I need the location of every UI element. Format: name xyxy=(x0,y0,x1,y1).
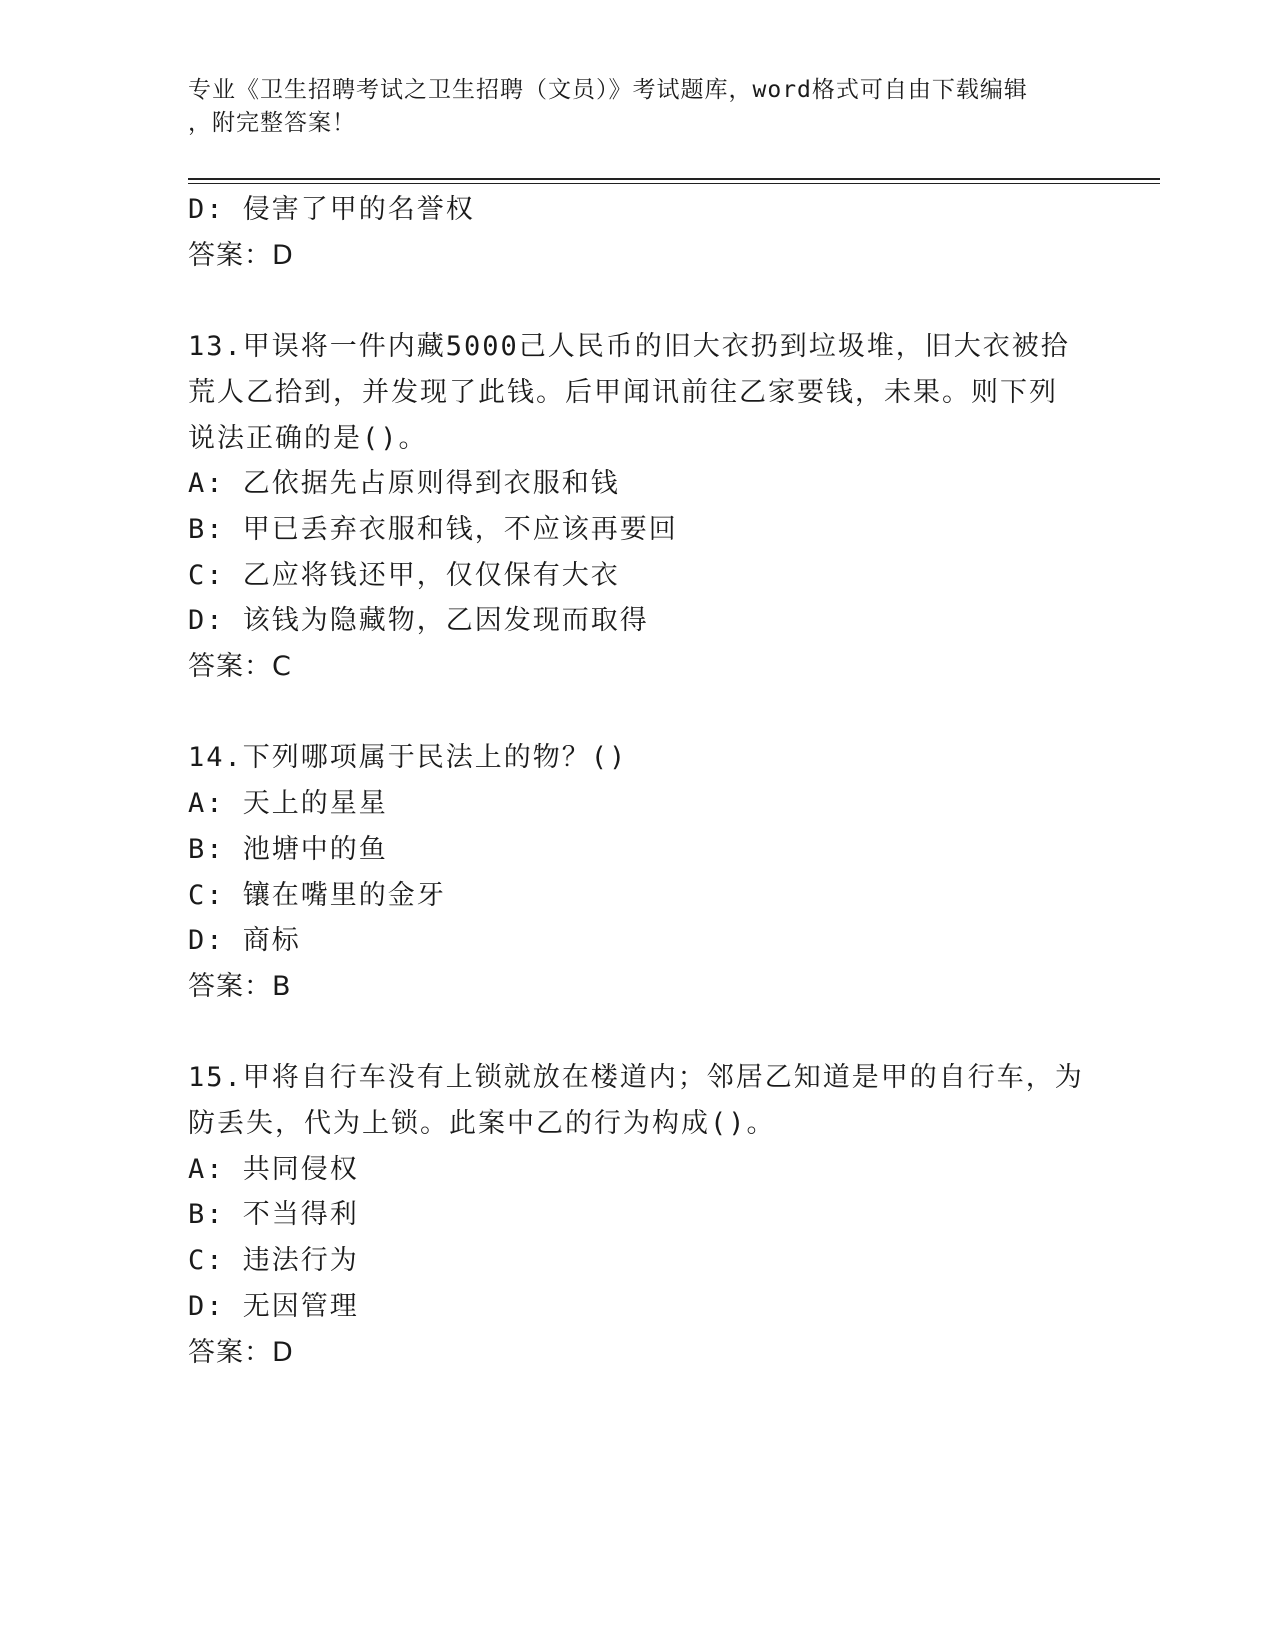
header-line-2: ，附完整答案！ xyxy=(188,110,356,136)
header-line-1: 专业《卫生招聘考试之卫生招聘（文员）》考试题库，word格式可自由下载编辑 xyxy=(188,77,1028,103)
option-d: D: 商标 xyxy=(188,925,301,957)
question-list xyxy=(188,187,1088,1375)
option-d: D: 侵害了甲的名誉权 xyxy=(188,194,475,225)
question-15 xyxy=(188,1055,1088,1375)
answer: 答案：D xyxy=(188,239,294,271)
document-header xyxy=(188,74,1068,140)
question-14 xyxy=(188,735,1088,1009)
option-a: A: 天上的星星 xyxy=(188,788,388,820)
question-text-line: 防丢失，代为上锁。此案中乙的行为构成()。 xyxy=(188,1108,776,1140)
option-c: C: 乙应将钱还甲，仅仅保有大衣 xyxy=(188,559,620,591)
question-text-line: 15.甲将自行车没有上锁就放在楼道内；邻居乙知道是甲的自行车，为 xyxy=(188,1062,1084,1094)
answer: 答案：B xyxy=(188,970,292,1002)
question-text-line: 14.下列哪项属于民法上的物？() xyxy=(188,742,628,774)
header-divider-thin xyxy=(188,183,1160,184)
question-13 xyxy=(188,324,1088,690)
option-b: B: 池塘中的鱼 xyxy=(188,833,388,865)
option-c: C: 违法行为 xyxy=(188,1245,359,1277)
answer: 答案：D xyxy=(188,1336,294,1368)
option-a: A: 共同侵权 xyxy=(188,1153,359,1185)
option-b: B: 不当得利 xyxy=(188,1199,359,1231)
option-d: D: 该钱为隐藏物，乙因发现而取得 xyxy=(188,605,649,637)
spacer xyxy=(188,278,1088,324)
option-a: A: 乙依据先占原则得到衣服和钱 xyxy=(188,468,620,500)
answer: 答案：C xyxy=(188,651,292,683)
option-c: C: 镶在嘴里的金牙 xyxy=(188,879,446,911)
question-text-line: 荒人乙拾到，并发现了此钱。后甲闻讯前往乙家要钱，未果。则下列 xyxy=(188,376,1058,408)
option-d: D: 无因管理 xyxy=(188,1290,359,1322)
question-12-tail xyxy=(188,187,1088,278)
option-b: B: 甲已丢弃衣服和钱，不应该再要回 xyxy=(188,513,678,545)
question-text-line: 说法正确的是()。 xyxy=(188,422,428,454)
question-text-line: 13.甲误将一件内藏5000己人民币的旧大衣扔到垃圾堆，旧大衣被拾 xyxy=(188,331,1070,363)
spacer xyxy=(188,690,1088,736)
header-divider-thick xyxy=(188,178,1160,180)
spacer xyxy=(188,1010,1088,1056)
